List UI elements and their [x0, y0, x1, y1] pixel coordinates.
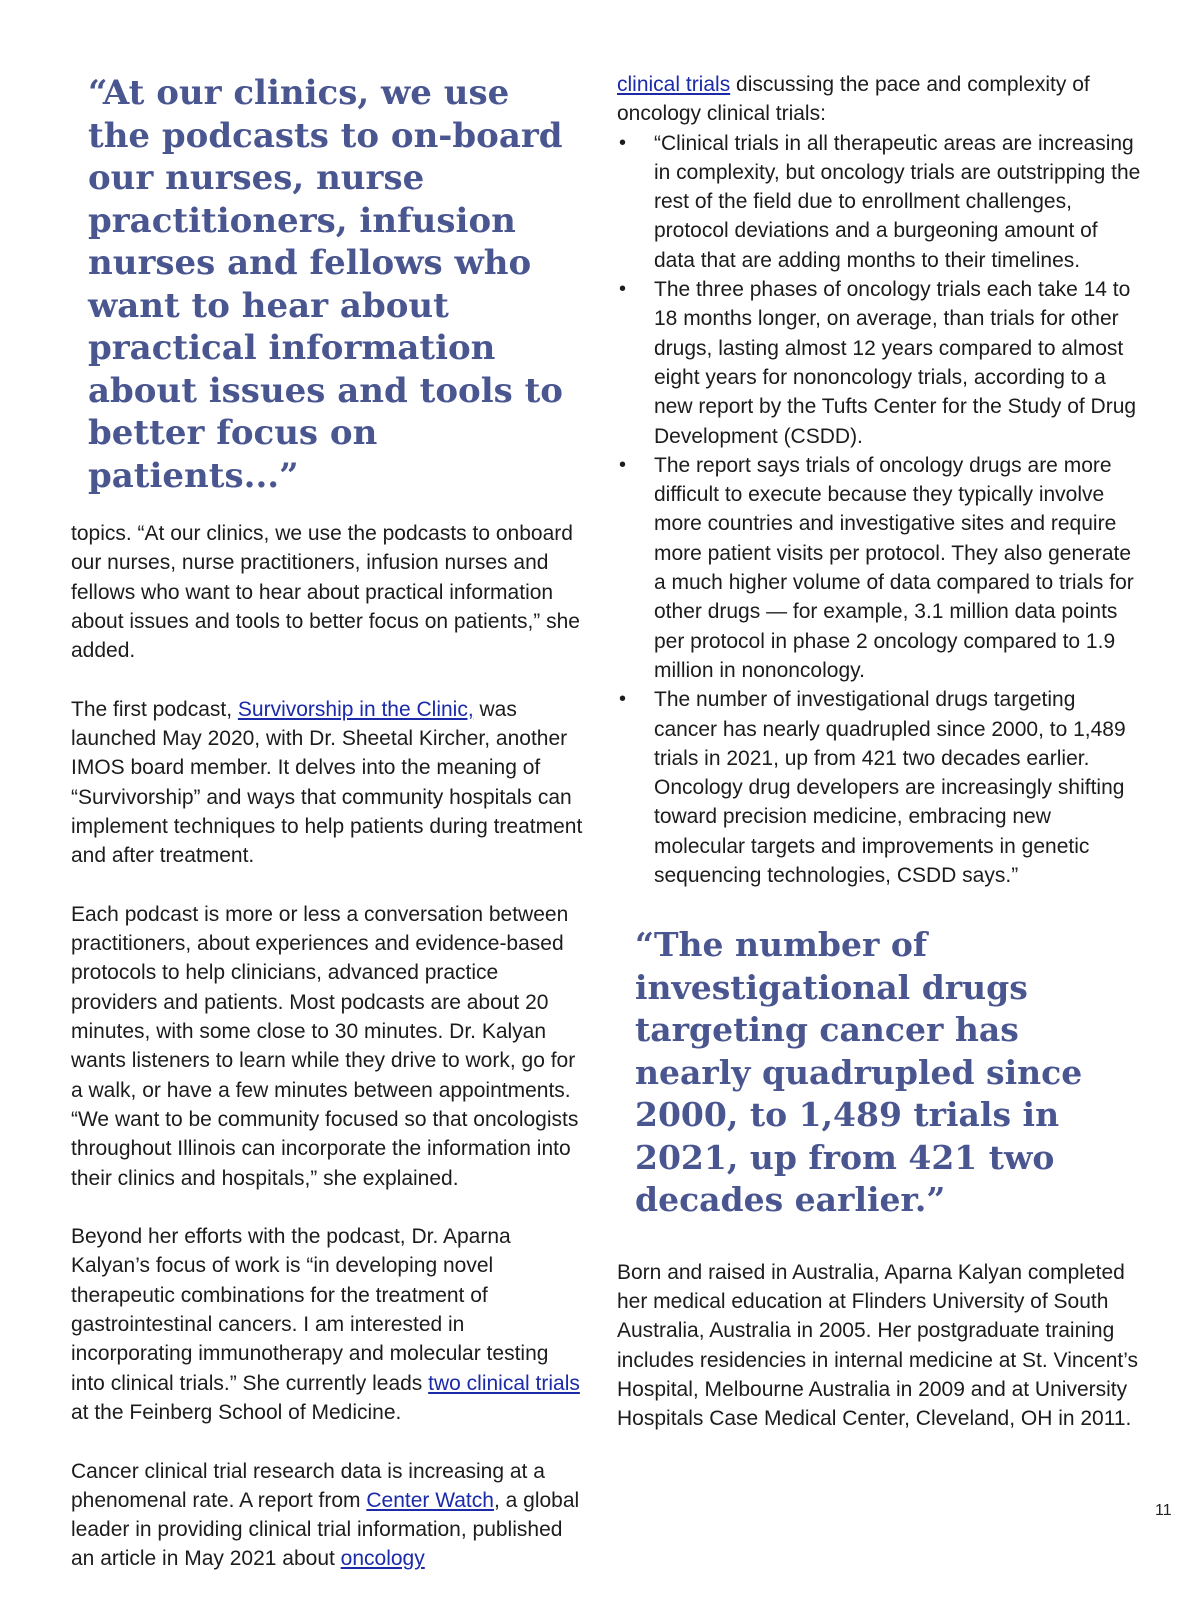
- right-column: [617, 70, 1142, 1434]
- page-number: 11: [1155, 1502, 1172, 1519]
- paragraph-onboard: topics. “At our clinics, we use the podcasts to onboard our nurses, nurse practitioners, infusion nurses and fellows who want to hear about practical information about issues and tools to better focus on patients,” she added.: [71, 522, 580, 663]
- list-item: • The report says trials of oncology drugs are more difficult to execute because they typically involve more countries and investigative sites and require more patient visits per protocol. They also generate a much higher volume of data compared to trials for other drugs — for example, 3.1 million data points per protocol in phase 2 oncology compared to 1.9 million in nononcology.: [617, 451, 1142, 685]
- left-column: [71, 72, 586, 1603]
- list-item: • “Clinical trials in all therapeutic areas are increasing in complexity, but oncology trials are outstripping the rest of the field due to enrollment challenges, protocol deviations and a burgeoning amount of data that are adding months to their timelines.: [617, 129, 1142, 275]
- paragraph-bio: Born and raised in Australia, Aparna Kalyan completed her medical education at Flinders University of South Australia, Australia in 2005. Her postgraduate training includes residencies in internal medicine at St. Vincent’s Hospital, Melbourne Australia in 2009 and at University Hospitals Case Medical Center, Cleveland, OH in 2011.: [617, 1260, 1139, 1431]
- paragraph-center-watch: Cancer clinical trial research data is increasing at a phenomenal rate. A report from Center Watch, a global leader in providing clinical trial information, published an article in May 2021 about oncology: [71, 1459, 580, 1571]
- list-item: • The three phases of oncology trials each take 14 to 18 months longer, on average, than trials for other drugs, lasting almost 12 years compared to almost eight years for nononcology trials, according to a new report by the Tufts Center for the Study of Drug Development (CSDD).: [617, 275, 1142, 451]
- pull-quote-right: “The number of investigational drugs targeting cancer has nearly quadrupled since 2000, to 1,489 trials in 2021, up from 421 two decades earlier.”: [635, 925, 1083, 1220]
- paragraph-clinical-trials-intro: clinical trials discussing the pace and complexity of oncology clinical trials:: [617, 73, 1090, 126]
- paragraph-podcast-format: Each podcast is more or less a conversation between practitioners, about experiences and evidence-based protocols to help clinicians, advanced practice providers and patients. Most podcasts are about 20 minutes, with some close to 30 minutes. Dr. Kalyan wants listeners to learn while they drive to work, go for a walk, or have a few minutes between appointments. “We want to be community focused so that oncologists throughout Illinois can incorporate the information into their clinics and hospitals,” she explained.: [71, 902, 579, 1190]
- pull-quote-left: “At our clinics, we use the podcasts to on-board our nurses, nurse practitioners, infusion nurses and fellows who want to hear about practical information about issues and tools to better focus on patients...”: [88, 73, 563, 496]
- center-watch-link[interactable]: Center Watch: [366, 1488, 494, 1512]
- list-item: • The number of investigational drugs targeting cancer has nearly quadrupled since 2000, to 1,489 trials in 2021, up from 421 two decades earlier. Oncology drug developers are increasingly shifting toward precision medicine, embracing new molecular targets and improvements in genetic sequencing technologies, CSDD says.”: [617, 685, 1142, 890]
- two-clinical-trials-link[interactable]: two clinical trials: [428, 1371, 580, 1395]
- left-body-text: [71, 519, 586, 1574]
- oncology-link[interactable]: oncology: [340, 1547, 425, 1571]
- paragraph-research-focus: Beyond her efforts with the podcast, Dr. Aparna Kalyan’s focus of work is “in developing novel therapeutic combinations for the treatment of gastrointestinal cancers. I am interested in incorporating immunotherapy and molecular testing into clinical trials.” She currently leads two clinical trials at the Feinberg School of Medicine.: [71, 1225, 580, 1424]
- survivorship-link[interactable]: Survivorship in the Clinic,: [237, 697, 474, 721]
- bullet-list: [617, 129, 1142, 891]
- paragraph-first-podcast: The first podcast, Survivorship in the Clinic, was launched May 2020, with Dr. Sheetal Kircher, another IMOS board member. It delves into the meaning of “Survivorship” and ways that community hospitals can implement techniques to help patients during treatment and after treatment.: [71, 697, 583, 868]
- clinical-trials-link[interactable]: clinical trials: [617, 73, 731, 96]
